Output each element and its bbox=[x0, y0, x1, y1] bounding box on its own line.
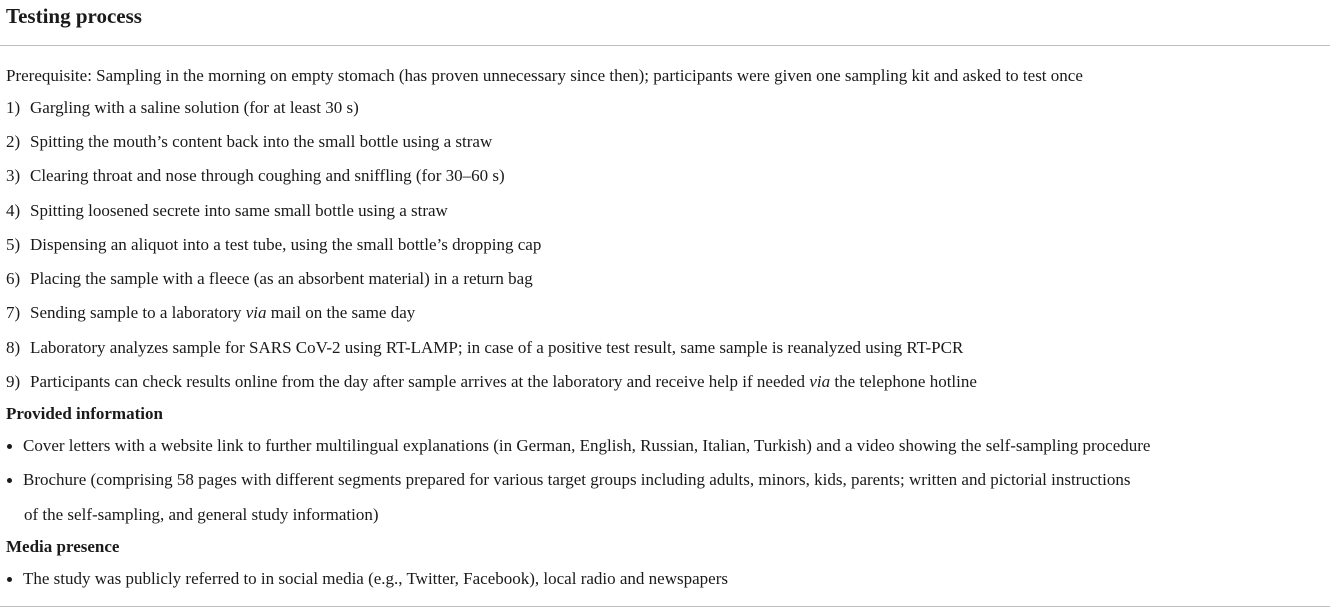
step-text: Gargling with a saline solution (for at least 30 s) bbox=[30, 98, 359, 117]
step-item bbox=[6, 302, 415, 324]
step-text-end: mail on the same day bbox=[266, 303, 416, 322]
step-item bbox=[6, 131, 492, 153]
step-number: 6) bbox=[6, 269, 21, 288]
step-text-italic: via bbox=[809, 372, 831, 391]
bullet-icon bbox=[7, 478, 12, 483]
step-text: Clearing throat and nose through coughing and sniffling (for 30–60 s) bbox=[30, 166, 505, 185]
step-text: Dispensing an aliquot into a test tube, using the small bottle’s dropping cap bbox=[30, 235, 542, 254]
bullet-item bbox=[6, 435, 1150, 457]
step-item bbox=[6, 337, 963, 359]
prerequisite-text: Prerequisite: Sampling in the morning on empty stomach (has proven unnecessary since then); participants were given one sampling kit and asked to test once bbox=[6, 66, 1083, 85]
bullet-icon bbox=[7, 444, 12, 449]
step-number: 1) bbox=[6, 98, 21, 117]
step-number: 9) bbox=[6, 372, 21, 391]
bullet-item bbox=[6, 568, 728, 590]
step-number: 8) bbox=[6, 338, 21, 357]
step-text-italic: via bbox=[245, 303, 267, 322]
table-title: Testing process bbox=[6, 4, 142, 28]
bullet-icon bbox=[7, 577, 12, 582]
bullet-item bbox=[6, 469, 1130, 491]
step-text-start: Participants can check results online from the day after sample arrives at the laboratory and receive help if needed bbox=[30, 372, 810, 391]
step-number: 5) bbox=[6, 235, 21, 254]
bullet-text: The study was publicly referred to in social media (e.g., Twitter, Facebook), local radio and newspapers bbox=[23, 569, 728, 588]
step-number: 3) bbox=[6, 166, 21, 185]
step-item bbox=[6, 268, 533, 290]
bullet-text: Brochure (comprising 58 pages with different segments prepared for various target groups including adults, minors, kids, parents; written and pictorial instructions bbox=[23, 470, 1131, 489]
step-item bbox=[6, 165, 505, 187]
step-item bbox=[6, 200, 448, 222]
step-text: Spitting the mouth’s content back into the small bottle using a straw bbox=[30, 132, 493, 151]
media-presence-heading: Media presence bbox=[6, 537, 120, 556]
step-item bbox=[6, 97, 359, 119]
step-number: 7) bbox=[6, 303, 21, 322]
provided-information-heading: Provided information bbox=[6, 404, 163, 423]
step-text-end: the telephone hotline bbox=[830, 372, 977, 391]
step-text: Placing the sample with a fleece (as an absorbent material) in a return bag bbox=[30, 269, 533, 288]
step-text-start: Sending sample to a laboratory bbox=[30, 303, 246, 322]
step-text: Spitting loosened secrete into same small bottle using a straw bbox=[30, 201, 448, 220]
step-number: 2) bbox=[6, 132, 21, 151]
bottom-rule bbox=[0, 606, 1330, 607]
step-item bbox=[6, 371, 977, 393]
step-text: Laboratory analyzes sample for SARS CoV-2 using RT-LAMP; in case of a positive test result, same sample is reanalyzed using RT-PCR bbox=[30, 338, 964, 357]
top-rule bbox=[0, 45, 1330, 46]
step-item bbox=[6, 234, 541, 256]
bullet-text: Cover letters with a website link to further multilingual explanations (in German, English, Russian, Italian, Turkish) and a video showing the self-sampling procedure bbox=[23, 436, 1151, 455]
bullet-text-continuation: of the self-sampling, and general study information) bbox=[24, 505, 379, 524]
step-number: 4) bbox=[6, 201, 21, 220]
